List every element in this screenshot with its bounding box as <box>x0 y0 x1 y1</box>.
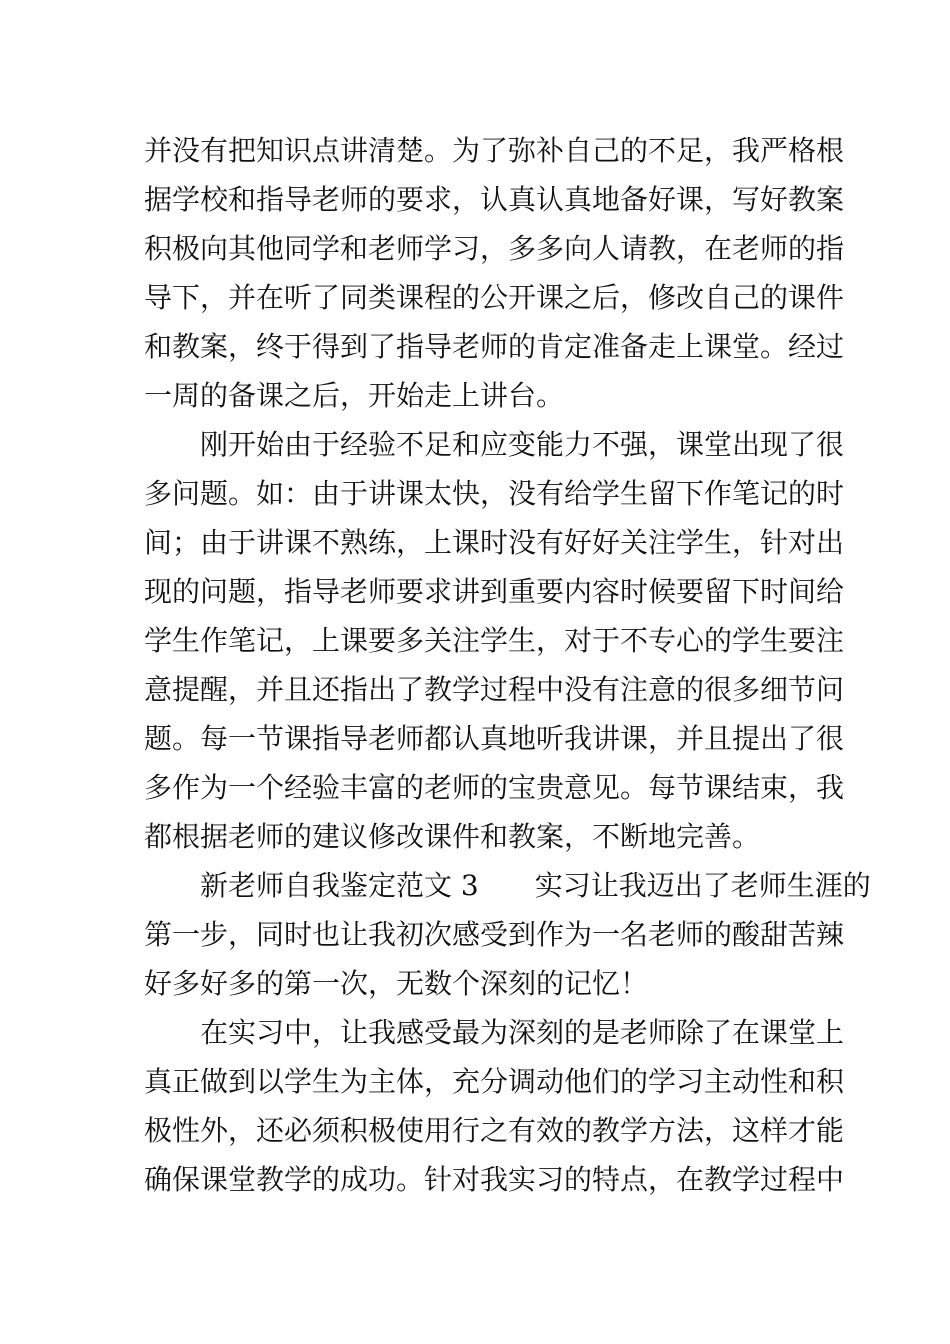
text-line: 确保课堂教学的成功。针对我实习的特点，在教学过程中 <box>144 1163 845 1196</box>
text-line: 好多好多的第一次，无数个深刻的记忆！ <box>144 967 649 1000</box>
text-line: 并没有把知识点讲清楚。为了弥补自己的不足，我严格根 <box>144 134 845 167</box>
text-line: 和教案，终于得到了指导老师的肯定准备走上课堂。经过 <box>144 330 845 363</box>
section-heading-line: 新老师自我鉴定范文 3 实习让我迈出了老师生涯的 <box>200 869 871 902</box>
text-line: 多问题。如：由于讲课太快，没有给学生留下作笔记的时 <box>144 477 845 510</box>
text-line: 导下，并在听了同类课程的公开课之后，修改自己的课件 <box>144 281 845 314</box>
body-text <box>144 126 871 1204</box>
text-line: 多作为一个经验丰富的老师的宝贵意见。每节课结束，我 <box>144 771 845 804</box>
text-line: 意提醒，并且还指出了教学过程中没有注意的很多细节问 <box>144 673 845 706</box>
text-line: 间；由于讲课不熟练，上课时没有好好关注学生，针对出 <box>144 526 845 559</box>
paragraph-start-line: 在实习中，让我感受最为深刻的是老师除了在课堂上 <box>200 1016 845 1049</box>
text-line: 第一步，同时也让我初次感受到作为一名老师的酸甜苦辣 <box>144 918 845 951</box>
text-line: 积极向其他同学和老师学习，多多向人请教，在老师的指 <box>144 232 845 265</box>
text-line: 都根据老师的建议修改课件和教案，不断地完善。 <box>144 820 761 853</box>
text-line: 极性外，还必须积极使用行之有效的教学方法，这样才能 <box>144 1114 845 1147</box>
text-line: 题。每一节课指导老师都认真地听我讲课，并且提出了很 <box>144 722 845 755</box>
text-line: 学生作笔记，上课要多关注学生，对于不专心的学生要注 <box>144 624 845 657</box>
text-line: 真正做到以学生为主体，充分调动他们的学习主动性和积 <box>144 1065 845 1098</box>
paragraph-start-line: 刚开始由于经验不足和应变能力不强，课堂出现了很 <box>200 428 845 461</box>
text-line: 现的问题，指导老师要求讲到重要内容时候要留下时间给 <box>144 575 845 608</box>
text-line: 一周的备课之后，开始走上讲台。 <box>144 379 565 412</box>
text-line: 据学校和指导老师的要求，认真认真地备好课，写好教案 <box>144 183 845 216</box>
